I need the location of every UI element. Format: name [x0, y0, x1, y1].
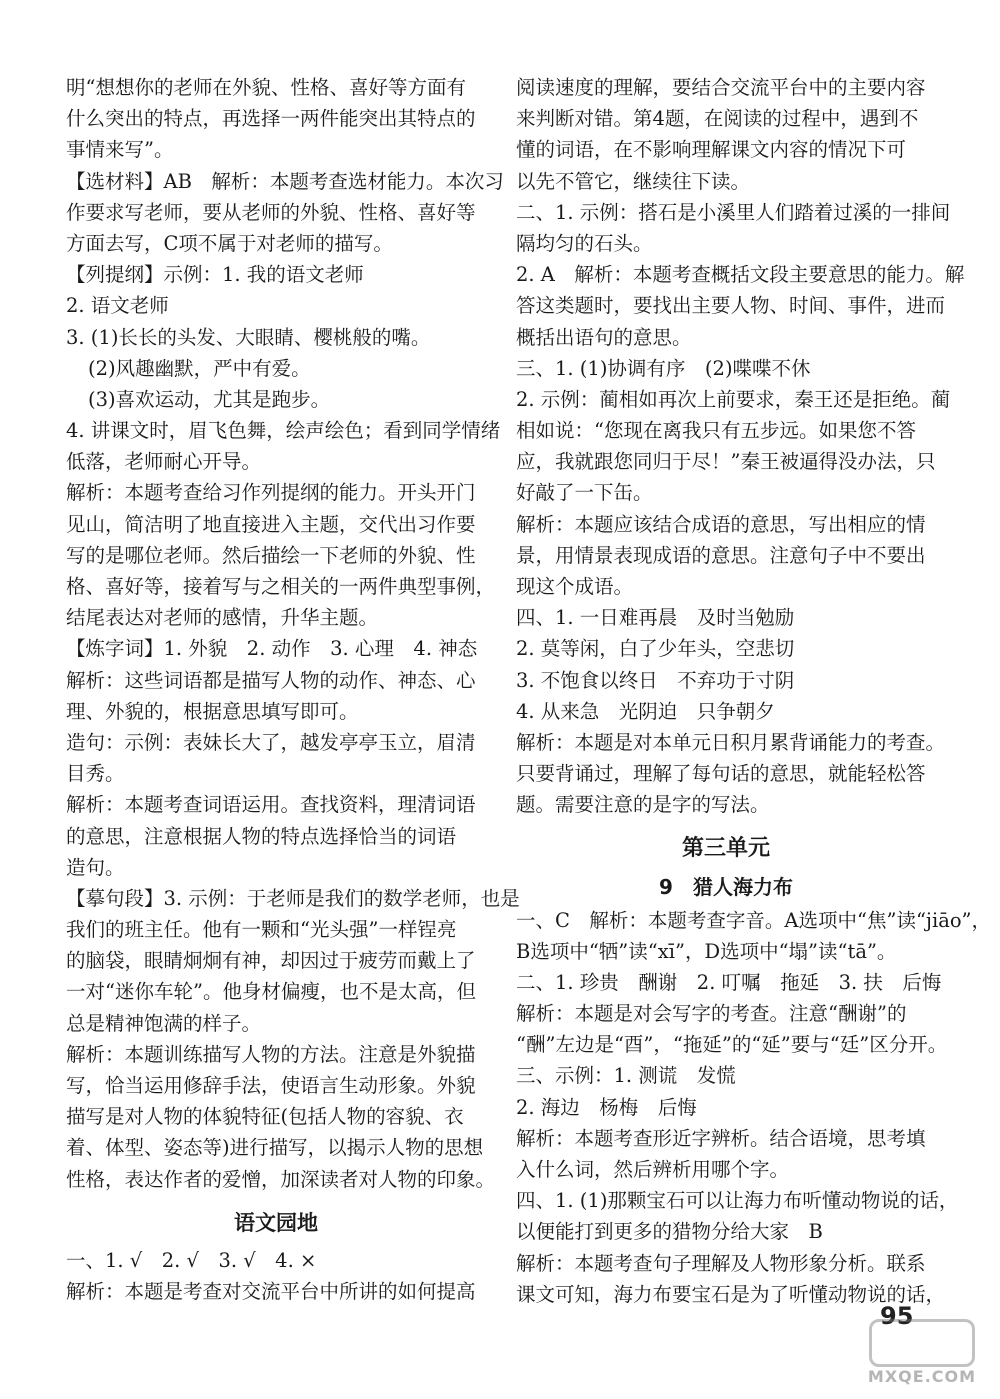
text-line: 3. 不饱食以终日 不弃功于寸阴 [516, 668, 795, 692]
lesson-title: 9 猎人海力布 [659, 874, 793, 899]
watermark-logo [858, 1319, 986, 1391]
text-line: 2. 示例：蔺相如再次上前要求，秦王还是拒绝。蔺 [516, 387, 951, 411]
text-line: 方面去写，C项不属于对老师的描写。 [66, 231, 393, 255]
text-line: 见山，简洁明了地直接进入主题，交代出习作要 [66, 512, 476, 536]
text-line: 的脑袋，眼睛炯炯有神，却因过于疲劳而戴上了 [66, 949, 476, 973]
right-column-after-lesson [516, 905, 992, 1310]
text-line: 解析：本题是考查对交流平台中所讲的如何提高 [66, 1279, 476, 1303]
text-line: 三、示例：1. 测谎 发慌 [516, 1064, 736, 1088]
text-line: 解析：本题考查词语运用。查找资料，理清词语 [66, 793, 476, 817]
text-line: 我们的班主任。他有一颗和“光头强”一样锃亮 [66, 918, 457, 942]
text-line: “酬”左边是“酉”，“拖延”的“延”要与“廷”区分开。 [516, 1033, 948, 1057]
text-line: 的意思，注意根据人物的特点选择恰当的词语 [66, 824, 457, 848]
text-line: 写，恰当运用修辞手法，使语言生动形象。外貌 [66, 1074, 476, 1097]
text-line: 解析：本题应该结合成语的意思，写出相应的情 [516, 512, 926, 536]
text-line: 二、1. 珍贵 酬谢 2. 叮嘱 拖延 3. 扶 后悔 [516, 970, 942, 994]
text-line: 相如说：“您现在离我只有五步远。如果您不答 [516, 419, 916, 443]
unit-title: 第三单元 [681, 835, 770, 861]
text-line: 4. 从来急 光阴迫 只争朝夕 [516, 699, 775, 723]
text-line: 一、C 解析：本题考查字音。A选项中“焦”读“jiāo”， [516, 908, 992, 932]
text-line: 格、喜好等，接着写与之相关的一两件典型事例， [66, 575, 496, 598]
text-line: 什么突出的特点，再选择一两件能突出其特点的 [66, 107, 476, 131]
text-line: 【炼字词】1. 外貌 2. 动作 3. 心理 4. 神态 [66, 637, 478, 661]
text-line: 解析：本题考查形近字辨析。结合语境，思考填 [516, 1126, 926, 1150]
text-line: 一、1. √ 2. √ 3. √ 4. × [66, 1248, 317, 1272]
text-line: 2. 莫等闲，白了少年头，空悲切 [516, 637, 795, 661]
text-line: 题。需要注意的是字的写法。 [516, 793, 770, 817]
text-line: 描写是对人物的体貌特征(包括人物的容貌、衣 [66, 1105, 464, 1129]
text-line: 现这个成语。 [516, 575, 634, 598]
right-column [516, 72, 992, 1310]
watermark-icon [869, 1319, 975, 1367]
text-line: 性格，表达作者的爱憎，加深读者对人物的印象。 [66, 1167, 496, 1191]
text-line: 低落，老师耐心开导。 [66, 450, 262, 474]
right-column-body [516, 72, 965, 821]
text-line: 阅读速度的理解，要结合交流平台中的主要内容 [516, 76, 926, 99]
text-line: 应，我就跟您同归于尽！”秦王被逼得没办法，只 [516, 450, 936, 474]
text-line: 2. 海边 杨梅 后悔 [516, 1095, 697, 1119]
text-line: 四、1. (1)那颗宝石可以让海力布听懂动物说的话， [516, 1189, 959, 1213]
text-line: (2)风趣幽默，严中有爱。 [88, 356, 311, 380]
text-line: 2. 语文老师 [66, 294, 169, 318]
text-line: 【选材料】AB 解析：本题考查选材能力。本次习 [66, 169, 504, 193]
text-line: (3)喜欢运动，尤其是跑步。 [88, 387, 331, 411]
text-line: 解析：本题训练描写人物的方法。注意是外貌描 [66, 1042, 476, 1066]
text-line: 【摹句段】3. 示例：于老师是我们的数学老师，也是 [66, 886, 520, 910]
text-line: 以便能打到更多的猎物分给大家 B [516, 1220, 823, 1244]
section-title-yuwen-yuandi: 语文园地 [234, 1210, 318, 1235]
text-line: 着、体型、姿态等)进行描写，以揭示人物的思想 [66, 1136, 484, 1160]
text-line: 四、1. 一日难再晨 及时当勉励 [516, 606, 795, 630]
left-column-body [66, 72, 520, 1195]
text-line: 课文可知，海力布要宝石是为了听懂动物说的话， [516, 1282, 946, 1306]
text-line: 3. (1)长长的头发、大眼睛、樱桃般的嘴。 [66, 325, 431, 349]
text-line: 二、1. 示例：搭石是小溪里人们踏着过溪的一排间 [516, 200, 951, 224]
text-line: 景，用情景表现成语的意思。注意句子中不要出 [516, 543, 926, 567]
text-line: 解析：本题考查给习作列提纲的能力。开头开门 [66, 481, 476, 505]
text-line: 总是精神饱满的样子。 [66, 1011, 262, 1035]
text-line: 4. 讲课文时，眉飞色舞，绘声绘色；看到同学情绪 [66, 419, 501, 443]
text-line: 造句：示例：表妹长大了，越发亭亭玉立，眉清 [66, 730, 476, 754]
text-line: 一对“迷你车轮”。他身材偏瘦，也不是太高，但 [66, 980, 476, 1004]
text-line: 好敲了一下缶。 [516, 481, 653, 505]
text-line: 明“想想你的老师在外貌、性格、喜好等方面有 [66, 76, 466, 99]
text-line: 2. A 解析：本题考查概括文段主要意思的能力。解 [516, 263, 965, 287]
text-line: 事情来写”。 [66, 138, 174, 162]
text-line: 作要求写老师，要从老师的外貌、性格、喜好等 [66, 200, 476, 224]
text-line: 只要背诵过，理解了每句话的意思，就能轻松答 [516, 762, 926, 786]
text-line: 写的是哪位老师。然后描绘一下老师的外貌、性 [66, 543, 476, 567]
text-line: 解析：本题是对本单元日积月累背诵能力的考查。 [516, 730, 946, 754]
text-line: 解析：本题考查句子理解及人物形象分析。联系 [516, 1251, 926, 1275]
page-number: 95 [880, 1302, 914, 1330]
text-line: 三、1. (1)协调有序 (2)喋喋不休 [516, 356, 811, 380]
watermark-text: MXQE.COM [867, 1367, 977, 1386]
text-line: 以先不管它，继续往下读。 [516, 169, 751, 193]
text-line: 【列提纲】示例：1. 我的语文老师 [66, 263, 364, 287]
text-line: 解析：本题是对会写字的考查。注意“酬谢”的 [516, 1002, 907, 1026]
text-line: 答这类题时，要找出主要人物、时间、事件，进而 [516, 294, 946, 318]
text-line: 隔均匀的石头。 [516, 231, 653, 255]
text-line: 入什么词，然后辨析用哪个字。 [516, 1158, 790, 1181]
text-line: 结尾表达对老师的感情，升华主题。 [66, 606, 379, 630]
left-column [66, 72, 520, 1307]
text-line: 来判断对错。第4题，在阅读的过程中，遇到不 [516, 107, 919, 131]
text-line: 理、外貌的，根据意思填写即可。 [66, 699, 359, 723]
left-column-after-section [66, 1245, 486, 1307]
text-line: 概括出语句的意思。 [516, 325, 692, 349]
text-line: 懂的词语，在不影响理解课文内容的情况下可 [516, 138, 907, 162]
text-line: 解析：这些词语都是描写人物的动作、神态、心 [66, 668, 476, 692]
text-line: B选项中“牺”读“xī”，D选项中“塌”读“tā”。 [516, 939, 897, 963]
text-line: 造句。 [66, 855, 125, 879]
text-line: 目秀。 [66, 762, 125, 786]
